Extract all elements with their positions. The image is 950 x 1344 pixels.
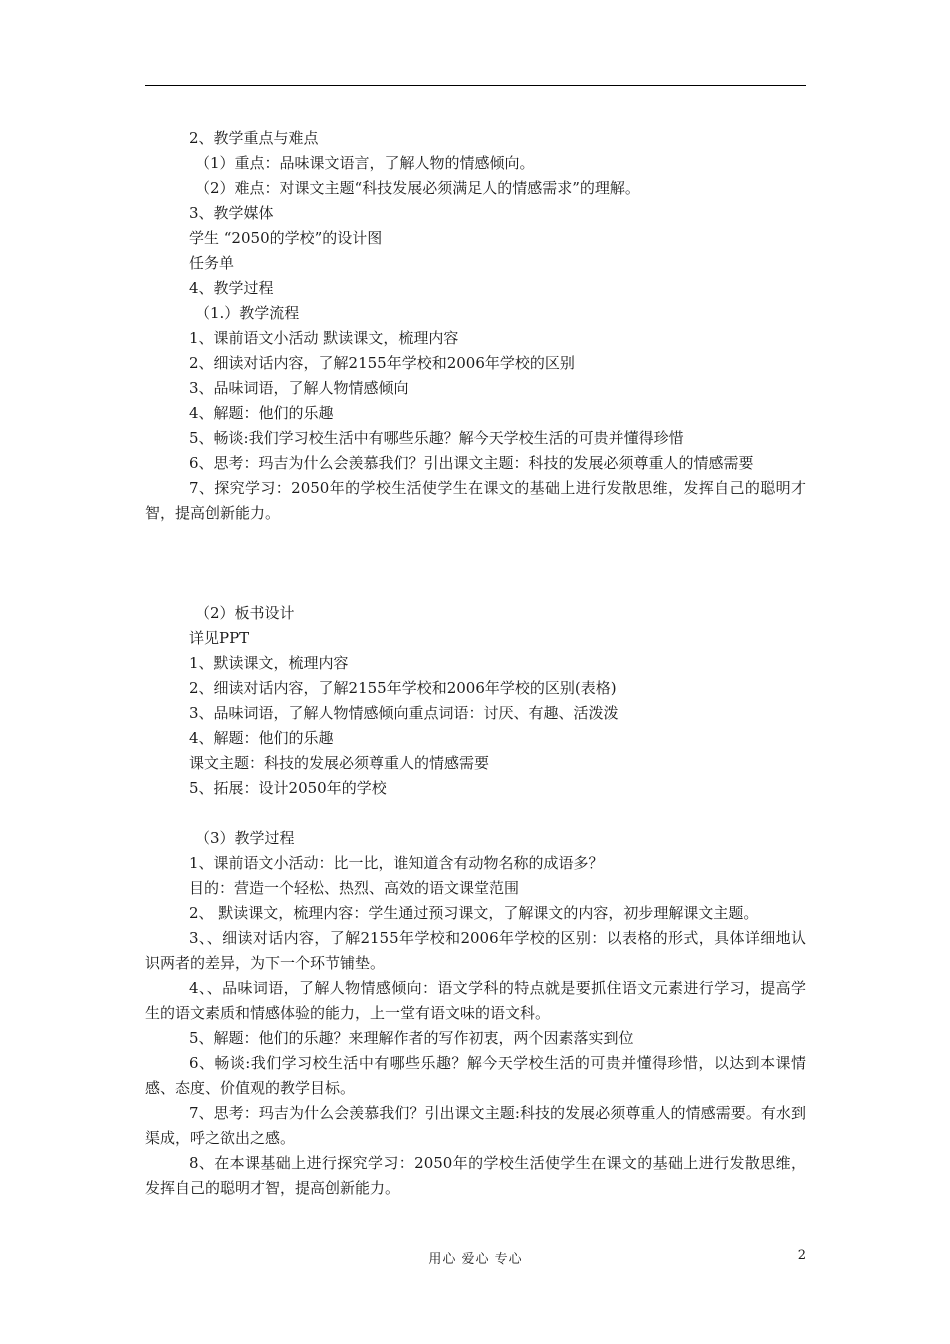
page-number: 2 xyxy=(797,1248,806,1263)
paragraph: 2、 默读课文，梳理内容：学生通过预习课文，了解课文的内容，初步理解课文主题。 xyxy=(189,904,759,922)
paragraph: 详见PPT xyxy=(189,629,250,647)
paragraph: （3）教学过程 xyxy=(195,829,295,847)
paragraph: 1、课前语文小活动 默读课文，梳理内容 xyxy=(189,329,459,347)
paragraph: 任务单 xyxy=(189,254,235,272)
paragraph: 4、、品味词语，了解人物情感倾向：语文学科的特点就是要抓住语文元素进行学习，提高学生的语文素质和情感体验的能力，上一堂有语文味的语文科。 xyxy=(145,979,806,1022)
paragraph: 2、细读对话内容，了解2155年学校和2006年学校的区别 xyxy=(189,354,575,372)
paragraph: 3、教学媒体 xyxy=(189,204,274,222)
paragraph: 4、解题：他们的乐趣 xyxy=(189,404,334,422)
paragraph: 4、解题：他们的乐趣 xyxy=(189,729,334,747)
paragraph: 7、思考：玛吉为什么会羡慕我们？引出课文主题:科技的发展必须尊重人的情感需要。有水到渠成，呼之欲出之感。 xyxy=(145,1104,806,1147)
paragraph: 学生 “2050的学校”的设计图 xyxy=(189,229,383,247)
header-rule xyxy=(145,85,806,86)
paragraph: 3、品味词语，了解人物情感倾向 xyxy=(189,379,409,397)
paragraph: （1）重点：品味课文语言，了解人物的情感倾向。 xyxy=(195,154,535,172)
section-board-design xyxy=(145,601,806,801)
paragraph: 2、细读对话内容，了解2155年学校和2006年学校的区别(表格) xyxy=(189,679,617,697)
paragraph: 目的：营造一个轻松、热烈、高效的语文课堂范围 xyxy=(189,879,520,897)
section-gap xyxy=(145,801,806,826)
paragraph: 2、教学重点与难点 xyxy=(189,129,319,147)
paragraph: 6、畅谈:我们学习校生活中有哪些乐趣？解今天学校生活的可贵并懂得珍惜，以达到本课情感、态度、价值观的教学目标。 xyxy=(145,1054,806,1097)
paragraph: 5、拓展：设计2050年的学校 xyxy=(189,779,387,797)
paragraph: （2）难点：对课文主题“科技发展必须满足人的情感需求”的理解。 xyxy=(195,179,640,197)
section-teaching-plan xyxy=(145,126,806,526)
section-teaching-process xyxy=(145,826,806,1201)
paragraph: （1.）教学流程 xyxy=(195,304,300,322)
paragraph: 7、探究学习：2050年的学校生活使学生在课文的基础上进行发散思维，发挥自己的聪明才智，提高创新能力。 xyxy=(145,479,806,522)
paragraph: 1、默读课文，梳理内容 xyxy=(189,654,349,672)
page-footer xyxy=(145,1248,806,1268)
paragraph: （2）板书设计 xyxy=(195,604,295,622)
paragraph: 课文主题：科技的发展必须尊重人的情感需要 xyxy=(189,754,490,772)
paragraph: 4、教学过程 xyxy=(189,279,274,297)
footer-motto: 用心 爱心 专心 xyxy=(428,1252,523,1267)
document-body xyxy=(145,126,806,1201)
paragraph: 3、品味词语，了解人物情感倾向重点词语：讨厌、有趣、活泼泼 xyxy=(189,704,619,722)
paragraph: 1、课前语文小活动：比一比，谁知道含有动物名称的成语多？ xyxy=(189,854,604,872)
paragraph: 5、解题：他们的乐趣？来理解作者的写作初衷，两个因素落实到位 xyxy=(189,1029,634,1047)
paragraph: 3、、细读对话内容，了解2155年学校和2006年学校的区别：以表格的形式，具体详细地认识两者的差异，为下一个环节铺垫。 xyxy=(145,929,806,972)
paragraph: 6、思考：玛吉为什么会羡慕我们？引出课文主题：科技的发展必须尊重人的情感需要 xyxy=(189,454,754,472)
paragraph: 5、畅谈:我们学习校生活中有哪些乐趣？解今天学校生活的可贵并懂得珍惜 xyxy=(189,429,684,447)
section-gap xyxy=(145,526,806,601)
paragraph: 8、在本课基础上进行探究学习：2050年的学校生活使学生在课文的基础上进行发散思维，发挥自己的聪明才智，提高创新能力。 xyxy=(145,1154,806,1197)
